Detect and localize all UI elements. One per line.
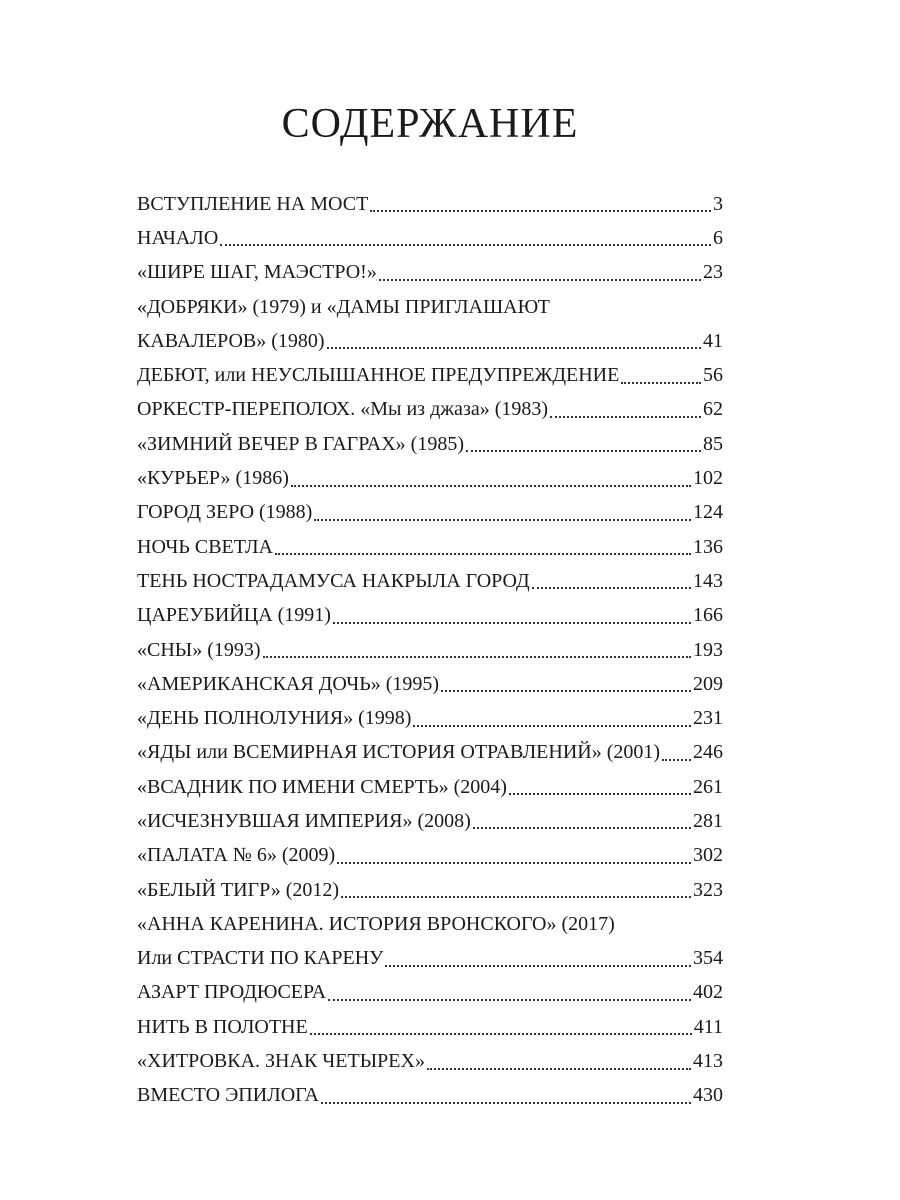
dot-leader xyxy=(314,501,691,521)
toc-entry-page-number: 231 xyxy=(693,707,723,730)
toc-entry-title: «ШИРЕ ШАГ, МАЭСТРО!» xyxy=(137,261,377,284)
dot-leader xyxy=(621,364,701,384)
toc-entry-page-number: 193 xyxy=(693,638,723,661)
toc-entry-title: Или СТРАСТИ ПО КАРЕНУ xyxy=(137,947,384,970)
dot-leader xyxy=(291,467,691,487)
toc-entry-title: «ИСЧЕЗНУВШАЯ ИМПЕРИЯ» (2008) xyxy=(137,809,471,832)
toc-entry xyxy=(137,187,723,221)
toc-entry-title: ДЕБЮТ, или НЕУСЛЫШАННОЕ ПРЕДУПРЕЖДЕНИЕ xyxy=(137,364,620,387)
toc-entry-page-number: 402 xyxy=(693,981,723,1004)
toc-entry-page-number: 6 xyxy=(713,226,723,249)
toc-entry xyxy=(137,358,723,392)
toc-entry-title: «ДЕНЬ ПОЛНОЛУНИЯ» (1998) xyxy=(137,707,412,730)
toc-entry-title: «СНЫ» (1993) xyxy=(137,638,261,661)
toc-entry xyxy=(137,461,723,495)
dot-leader xyxy=(441,672,691,692)
toc-entry xyxy=(137,633,723,667)
toc-entry-title: «КУРЬЕР» (1986) xyxy=(137,467,289,490)
dot-leader xyxy=(220,226,711,246)
dot-leader xyxy=(379,261,701,281)
dot-leader xyxy=(473,809,691,829)
toc-entry-page-number: 323 xyxy=(693,878,723,901)
toc-entry-title: НОЧЬ СВЕТЛА xyxy=(137,535,273,558)
toc-entry-page-number: 85 xyxy=(703,432,723,455)
toc-entry-page-number: 102 xyxy=(693,467,723,490)
toc-entry xyxy=(137,324,723,358)
toc-entry-page-number: 413 xyxy=(693,1050,723,1073)
toc-entry-page-number: 41 xyxy=(703,329,723,352)
toc-entry xyxy=(137,770,723,804)
toc-entry xyxy=(137,1079,723,1113)
dot-leader xyxy=(509,775,691,795)
toc-entry xyxy=(137,804,723,838)
toc-entry-title: «ВСАДНИК ПО ИМЕНИ СМЕРТЬ» (2004) xyxy=(137,775,507,798)
dot-leader xyxy=(263,638,691,658)
dot-leader xyxy=(550,398,701,418)
dot-leader xyxy=(327,329,701,349)
dot-leader xyxy=(532,569,691,589)
toc-entry-page-number: 143 xyxy=(693,569,723,592)
toc-entry-page-number: 246 xyxy=(693,741,723,764)
toc-entry xyxy=(137,976,723,1010)
toc-entry xyxy=(137,221,723,255)
toc-entry-title: «БЕЛЫЙ ТИГР» (2012) xyxy=(137,878,340,901)
dot-leader xyxy=(275,535,691,555)
toc-entry xyxy=(137,256,723,290)
toc-entry-title: ВМЕСТО ЭПИЛОГА xyxy=(137,1084,320,1107)
toc-entry xyxy=(137,393,723,427)
toc-entry-title: НИТЬ В ПОЛОТНЕ xyxy=(137,1015,308,1038)
dot-leader xyxy=(370,192,711,212)
dot-leader xyxy=(466,432,701,452)
toc-entry-title: «ЗИМНИЙ ВЕЧЕР В ГАГРАХ» (1985) xyxy=(137,432,464,455)
toc-entry xyxy=(137,667,723,701)
toc-entry xyxy=(137,530,723,564)
toc-entry-page-number: 23 xyxy=(703,261,723,284)
toc-entry-page-number: 209 xyxy=(693,672,723,695)
toc-entry xyxy=(137,701,723,735)
toc-entry xyxy=(137,290,723,324)
toc-entry-title: «АННА КАРЕНИНА. ИСТОРИЯ ВРОНСКОГО» (2017) xyxy=(137,912,615,935)
toc-entry-title: ОРКЕСТР-ПЕРЕПОЛОХ. «Мы из джаза» (1983) xyxy=(137,398,549,421)
toc-entry-page-number: 430 xyxy=(693,1084,723,1107)
toc-entry xyxy=(137,427,723,461)
toc-entry-title: АЗАРТ ПРОДЮСЕРА xyxy=(137,981,327,1004)
toc-entry-title: ГОРОД ЗЕРО (1988) xyxy=(137,501,313,524)
toc-entry-page-number: 136 xyxy=(693,535,723,558)
dot-leader xyxy=(333,604,691,624)
toc-entry-title: «ХИТРОВКА. ЗНАК ЧЕТЫРЕХ» xyxy=(137,1050,425,1073)
toc-entry-page-number: 411 xyxy=(693,1015,723,1038)
dot-leader xyxy=(337,844,691,864)
toc-entry-title: НАЧАЛО xyxy=(137,226,219,249)
toc-entry xyxy=(137,907,723,941)
toc-entry-title: ЦАРЕУБИЙЦА (1991) xyxy=(137,604,331,627)
toc-entry xyxy=(137,839,723,873)
dot-leader xyxy=(385,947,691,967)
toc-entry-title: «ДОБРЯКИ» (1979) и «ДАМЫ ПРИГЛАШАЮТ xyxy=(137,295,550,318)
toc-entry xyxy=(137,496,723,530)
page-title: СОДЕРЖАНИЕ xyxy=(281,101,579,147)
toc-entry-page-number: 166 xyxy=(693,604,723,627)
dot-leader xyxy=(413,707,691,727)
toc-entry-title: «ПАЛАТА № 6» (2009) xyxy=(137,844,336,867)
dot-leader xyxy=(427,1050,691,1070)
toc-entry-page-number: 3 xyxy=(713,192,723,215)
toc-entry-page-number: 354 xyxy=(693,947,723,970)
dot-leader xyxy=(328,981,691,1001)
toc-entry-page-number: 281 xyxy=(693,809,723,832)
toc-entry-page-number: 56 xyxy=(703,364,723,387)
toc-entry xyxy=(137,1010,723,1044)
toc-entry-page-number: 124 xyxy=(693,501,723,524)
dot-leader xyxy=(341,878,691,898)
toc-entry xyxy=(137,564,723,598)
toc-entry-title: ТЕНЬ НОСТРАДАМУСА НАКРЫЛА ГОРОД xyxy=(137,569,530,592)
toc-entry-page-number: 261 xyxy=(693,775,723,798)
toc-entry xyxy=(137,942,723,976)
toc-entry-page-number: 62 xyxy=(703,398,723,421)
toc-entry xyxy=(137,599,723,633)
toc-entry-title: КАВАЛЕРОВ» (1980) xyxy=(137,329,325,352)
table-of-contents xyxy=(137,187,723,1113)
dot-leader xyxy=(310,1015,692,1035)
dot-leader xyxy=(321,1084,691,1104)
dot-leader xyxy=(662,741,691,761)
toc-entry-title: «ЯДЫ или ВСЕМИРНАЯ ИСТОРИЯ ОТРАВЛЕНИЙ» (2001) xyxy=(137,741,661,764)
toc-entry-page-number: 302 xyxy=(693,844,723,867)
toc-entry xyxy=(137,1044,723,1078)
toc-entry xyxy=(137,873,723,907)
toc-entry xyxy=(137,736,723,770)
toc-entry-title: «АМЕРИКАНСКАЯ ДОЧЬ» (1995) xyxy=(137,672,440,695)
toc-entry-title: ВСТУПЛЕНИЕ НА МОСТ xyxy=(137,192,369,215)
